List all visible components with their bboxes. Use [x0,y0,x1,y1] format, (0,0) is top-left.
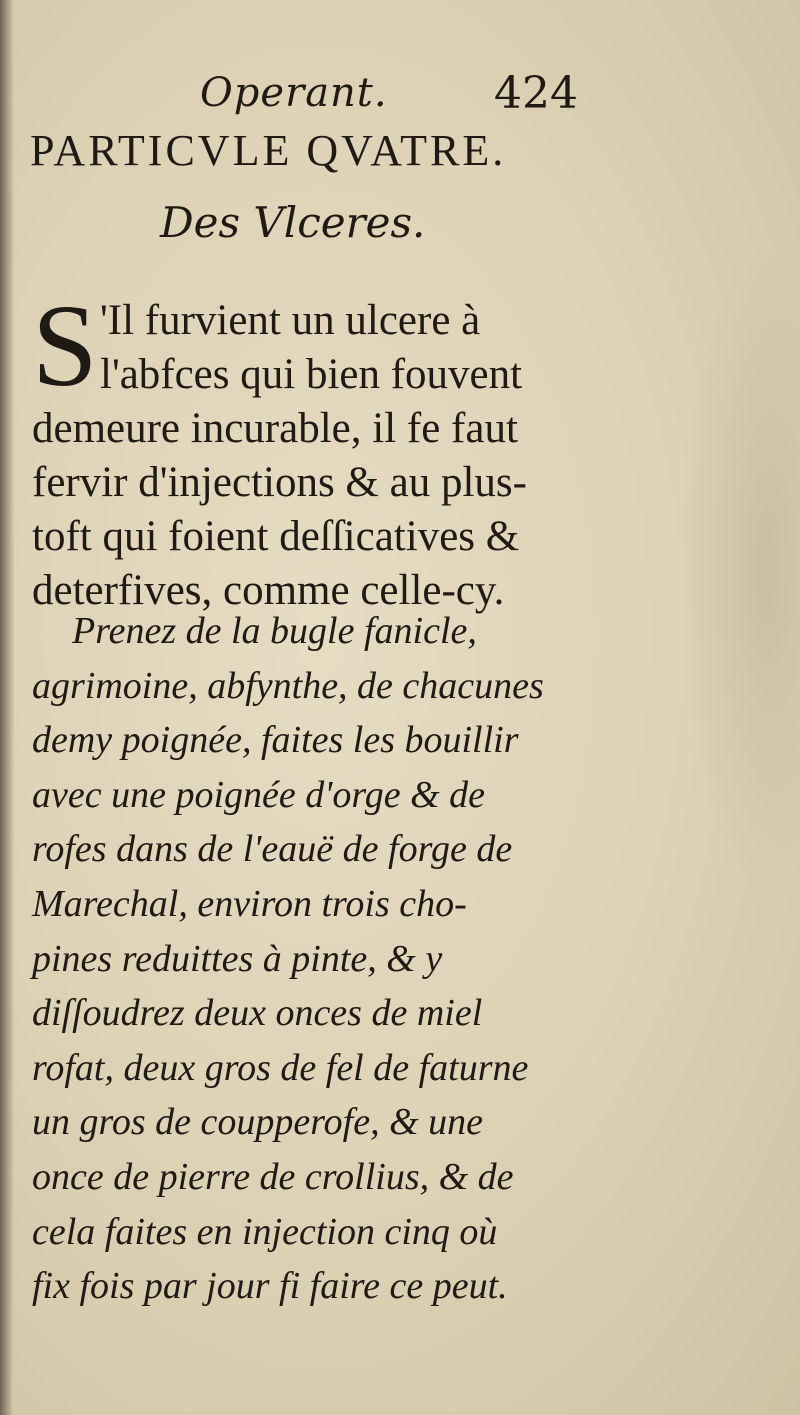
recipe-line: demy poignée, faites les bouillir [32,719,519,762]
binding-edge [0,0,14,1415]
running-head: Operant. [200,70,388,116]
recipe-line: rofat, deux gros de fel de faturne [32,1046,529,1089]
page-number: 424 [494,68,578,119]
text-line: toft qui foient deſſicatives & [32,513,520,560]
recipe-line: Prenez de la bugle fanicle, [72,610,477,652]
recipe-line: avec une poignée d'orge & de [32,773,486,816]
text-line: 'Il furvient un ulcere à [100,297,481,344]
section-subheading: Des Vlceres. [160,198,426,247]
roman-paragraph [32,280,597,618]
recipe-line: rofes dans de l'eauë de forge de [32,828,513,871]
recipe-line: agrimoine, abfynthe, de chacunes [32,664,544,707]
text-line: fervir d'injections & au plus- [32,459,527,506]
text-line: demeure incurable, il fe faut [32,405,518,452]
text-line: l'abfces qui bien fouvent [100,351,523,398]
recipe-line: un gros de coupperofe, & une [32,1101,483,1144]
recipe-line: fix fois par jour fi faire ce peut. [32,1265,508,1308]
section-heading: PARTICVLE QVATRE. [30,126,507,175]
recipe-line: diſſoudrez deux onces de miel [32,992,483,1035]
drop-cap: S [32,280,98,411]
italic-paragraph [32,604,597,1314]
recipe-line: pines reduittes à pinte, & y [32,937,443,980]
recipe-line: Marechal, environ trois cho- [32,882,467,925]
recipe-line: cela faites en injection cinq où [32,1210,498,1253]
text-line: deterfives, comme celle-cy. [32,567,505,614]
show-through [680,250,800,890]
recipe-line: once de pierre de crollius, & de [32,1155,514,1198]
